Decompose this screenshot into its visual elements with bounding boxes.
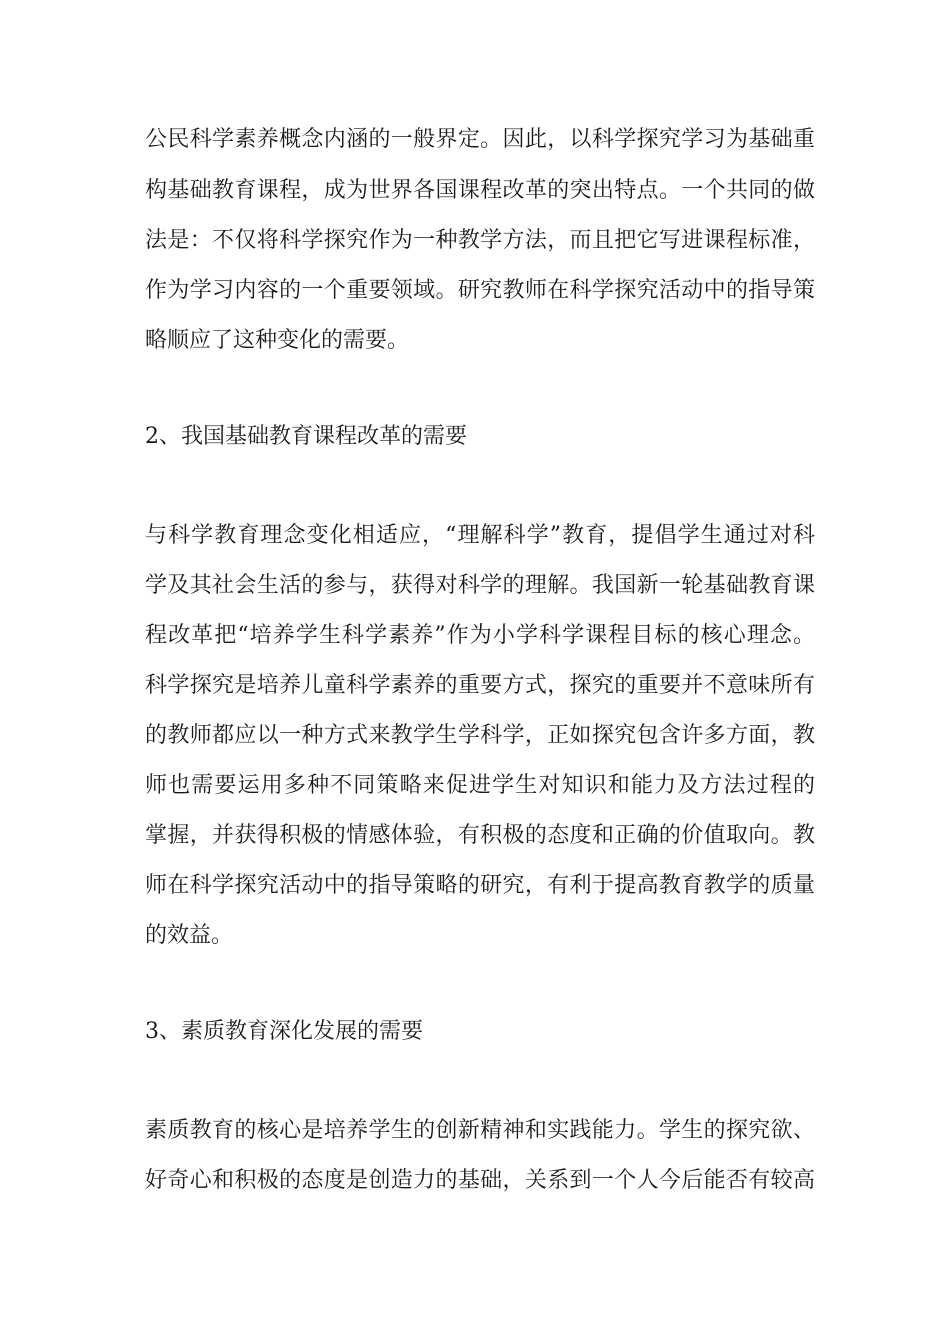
paragraph-2-line-2: 学及其社会生活的参与，获得对科学的理解。我国新一轮基础教育课 (145, 573, 815, 598)
paragraph-1-line-5: 略顺应了这种变化的需要。 (145, 328, 410, 353)
paragraph-1-line-4: 作为学习内容的一个重要领域。研究教师在科学探究活动中的指导策 (145, 278, 815, 303)
paragraph-1-line-3: 法是：不仅将科学探究作为一种教学方法，而且把它写进课程标准， (145, 228, 815, 253)
paragraph-2-line-5: 的教师都应以一种方式来教学生学科学，正如探究包含许多方面，教 (145, 723, 815, 748)
paragraph-2-line-8: 师在科学探究活动中的指导策略的研究，有利于提高教育教学的质量 (145, 873, 815, 898)
section-heading-2: 2、我国基础教育课程改革的需要 (145, 424, 467, 449)
paragraph-3-line-1: 素质教育的核心是培养学生的创新精神和实践能力。学生的探究欲、 (145, 1118, 815, 1143)
paragraph-2-line-6: 师也需要运用多种不同策略来促进学生对知识和能力及方法过程的 (145, 773, 815, 798)
section-heading-3: 3、素质教育深化发展的需要 (145, 1019, 423, 1044)
paragraph-3-line-2: 好奇心和积极的态度是创造力的基础，关系到一个人今后能否有较高 (145, 1168, 815, 1193)
paragraph-2-line-4: 科学探究是培养儿童科学素养的重要方式，探究的重要并不意味所有 (145, 673, 815, 698)
paragraph-2-line-9: 的效益。 (145, 923, 234, 948)
paragraph-1-line-1: 公民科学素养概念内涵的一般界定。因此，以科学探究学习为基础重 (145, 127, 815, 152)
paragraph-2-line-3: 程改革把“培养学生科学素养”作为小学科学课程目标的核心理念。 (145, 623, 815, 648)
paragraph-2-line-7: 掌握，并获得积极的情感体验，有积极的态度和正确的价值取向。教 (145, 823, 815, 848)
paragraph-2-line-1: 与科学教育理念变化相适应，“理解科学”教育，提倡学生通过对科 (145, 523, 815, 548)
paragraph-1-line-2: 构基础教育课程，成为世界各国课程改革的突出特点。一个共同的做 (145, 178, 815, 203)
